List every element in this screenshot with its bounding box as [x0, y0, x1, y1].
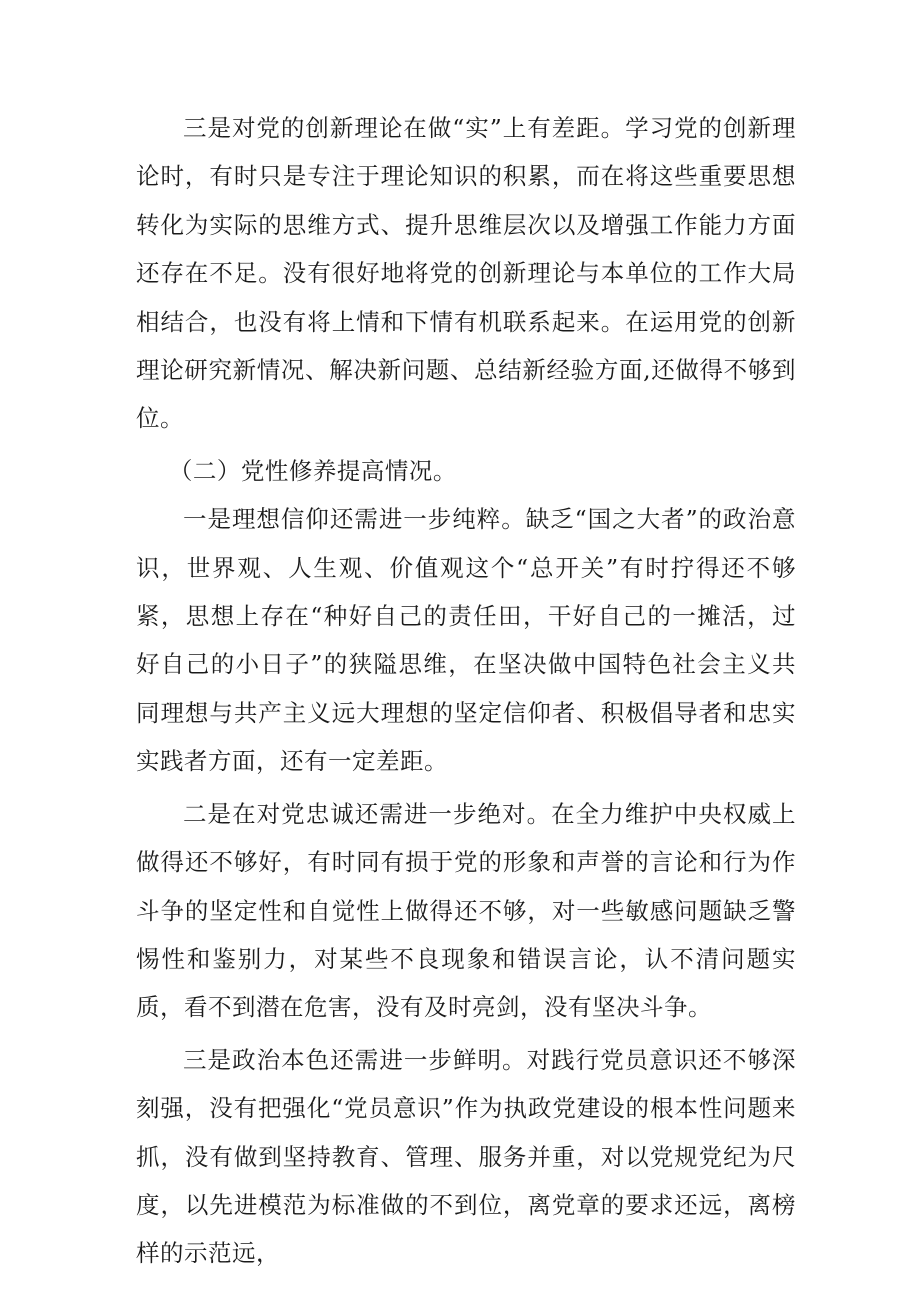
section-heading-party-cultivation: （二）党性修养提高情况。	[168, 456, 457, 485]
paragraph-political-character: 三是政治本色还需进一步鲜明。对践行党员意识还不够深刻强，没有把强化“党员意识”作为执政党建设的根本性问题来抓，没有做到坚持教育、管理、服务并重，对以党规党纪为尺度，以先进模范为标准做的不到位，离党章的要求还远，离榜样的示范远，	[136, 1045, 796, 1268]
document-body	[136, 104, 796, 1278]
paragraph-innovation-theory-gap: 三是对党的创新理论在做“实”上有差距。学习党的创新理论时，有时只是专注于理论知识的积累，而在将这些重要思想转化为实际的思维方式、提升思维层次以及增强工作能力方面还存在不足。没有很好地将党的创新理论与本单位的工作大局相结合，也没有将上情和下情有机联系起来。在运用党的创新理论研究新情况、解决新问题、总结新经验方面,还做得不够到位。	[136, 114, 796, 433]
paragraph-ideals-faith: 一是理想信仰还需进一步纯粹。缺乏“国之大者”的政治意识，世界观、人生观、价值观这个“总开关”有时拧得还不够紧，思想上存在“种好自己的责任田，干好自己的一摊活，过好自己的小日子”的狭隘思维，在坚决做中国特色社会主义共同理想与共产主义远大理想的坚定信仰者、积极倡导者和忠实实践者方面，还有一定差距。	[136, 505, 796, 776]
paragraph-loyalty-to-party: 二是在对党忠诚还需进一步绝对。在全力维护中央权威上做得还不够好，有时同有损于党的形象和声誉的言论和行为作斗争的坚定性和自觉性上做得还不够，对一些敏感问题缺乏警惕性和鉴别力，对某些不良现象和错误言论，认不清问题实质，看不到潜在危害，没有及时亮剑，没有坚决斗争。	[136, 799, 796, 1022]
